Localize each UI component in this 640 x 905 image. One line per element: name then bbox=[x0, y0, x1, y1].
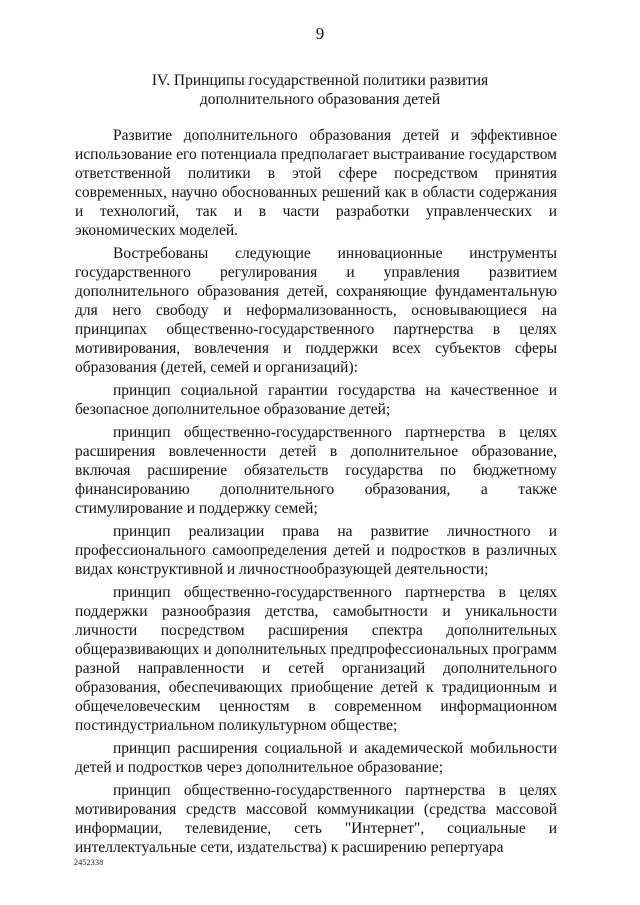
paragraph: Востребованы следующие инновационные инструменты государственного регулирования и управления развитием дополнительного образования детей, сохраняющие фундаментальную для него свободу и неформализованность, основывающиеся на принципах общественно-государственного партнерства в целях мотивирования, вовлечения и поддержки всех субъектов сферы образования (детей, семей и организаций): bbox=[75, 245, 557, 376]
principle-paragraph: принцип расширения социальной и академической мобильности детей и подростков через дополнительное образование; bbox=[75, 740, 557, 776]
principle-paragraph: принцип общественно-государственного партнерства в целях расширения вовлеченности детей в дополнительное образование, включая расширение обязательств государства по бюджетному финансированию дополнительного образования, а также стимулирование и поддержку семей; bbox=[75, 424, 557, 517]
section-title-line-1: IV. Принципы государственной политики развития bbox=[151, 72, 489, 89]
principle-paragraph: принцип общественно-государственного партнерства в целях мотивирования средств массовой коммуникации (средства массовой информации, телевидение, сеть "Интернет", социальные и интеллектуальные сети, издательства) к расширению репертуара bbox=[75, 782, 557, 856]
principle-paragraph: принцип реализации права на развитие личностного и профессионального самоопределения детей и подростков в различных видах конструктивной и личностнообразующей деятельности; bbox=[75, 523, 557, 578]
paragraph: Развитие дополнительного образования детей и эффективное использование его потенциала предполагает выстраивание государством ответственной политики в этой сфере посредством принятия современных, научно обоснованных решений как в области содержания и технологий, так и в части разработки управленческих и экономических моделей. bbox=[75, 127, 557, 239]
principle-paragraph: принцип общественно-государственного партнерства в целях поддержки разнообразия детства, самобытности и уникальности личности посредством расширения спектра дополнительных общеразвивающих и дополнительных предпрофессиональных программ разной направленности и сетей организаций дополнительного образования, обеспечивающих приобщение детей к традиционным и общечеловеческим ценностям в современном информационном постиндустриальном поликультурном обществе; bbox=[75, 584, 557, 734]
document-id: 2452338 bbox=[74, 858, 104, 867]
section-heading bbox=[75, 71, 565, 109]
document-body bbox=[75, 126, 557, 861]
principle-paragraph: принцип социальной гарантии государства на качественное и безопасное дополнительное образование детей; bbox=[75, 382, 557, 418]
section-title-line-2: дополнительного образования детей bbox=[199, 91, 441, 108]
page-number: 9 bbox=[315, 24, 325, 43]
